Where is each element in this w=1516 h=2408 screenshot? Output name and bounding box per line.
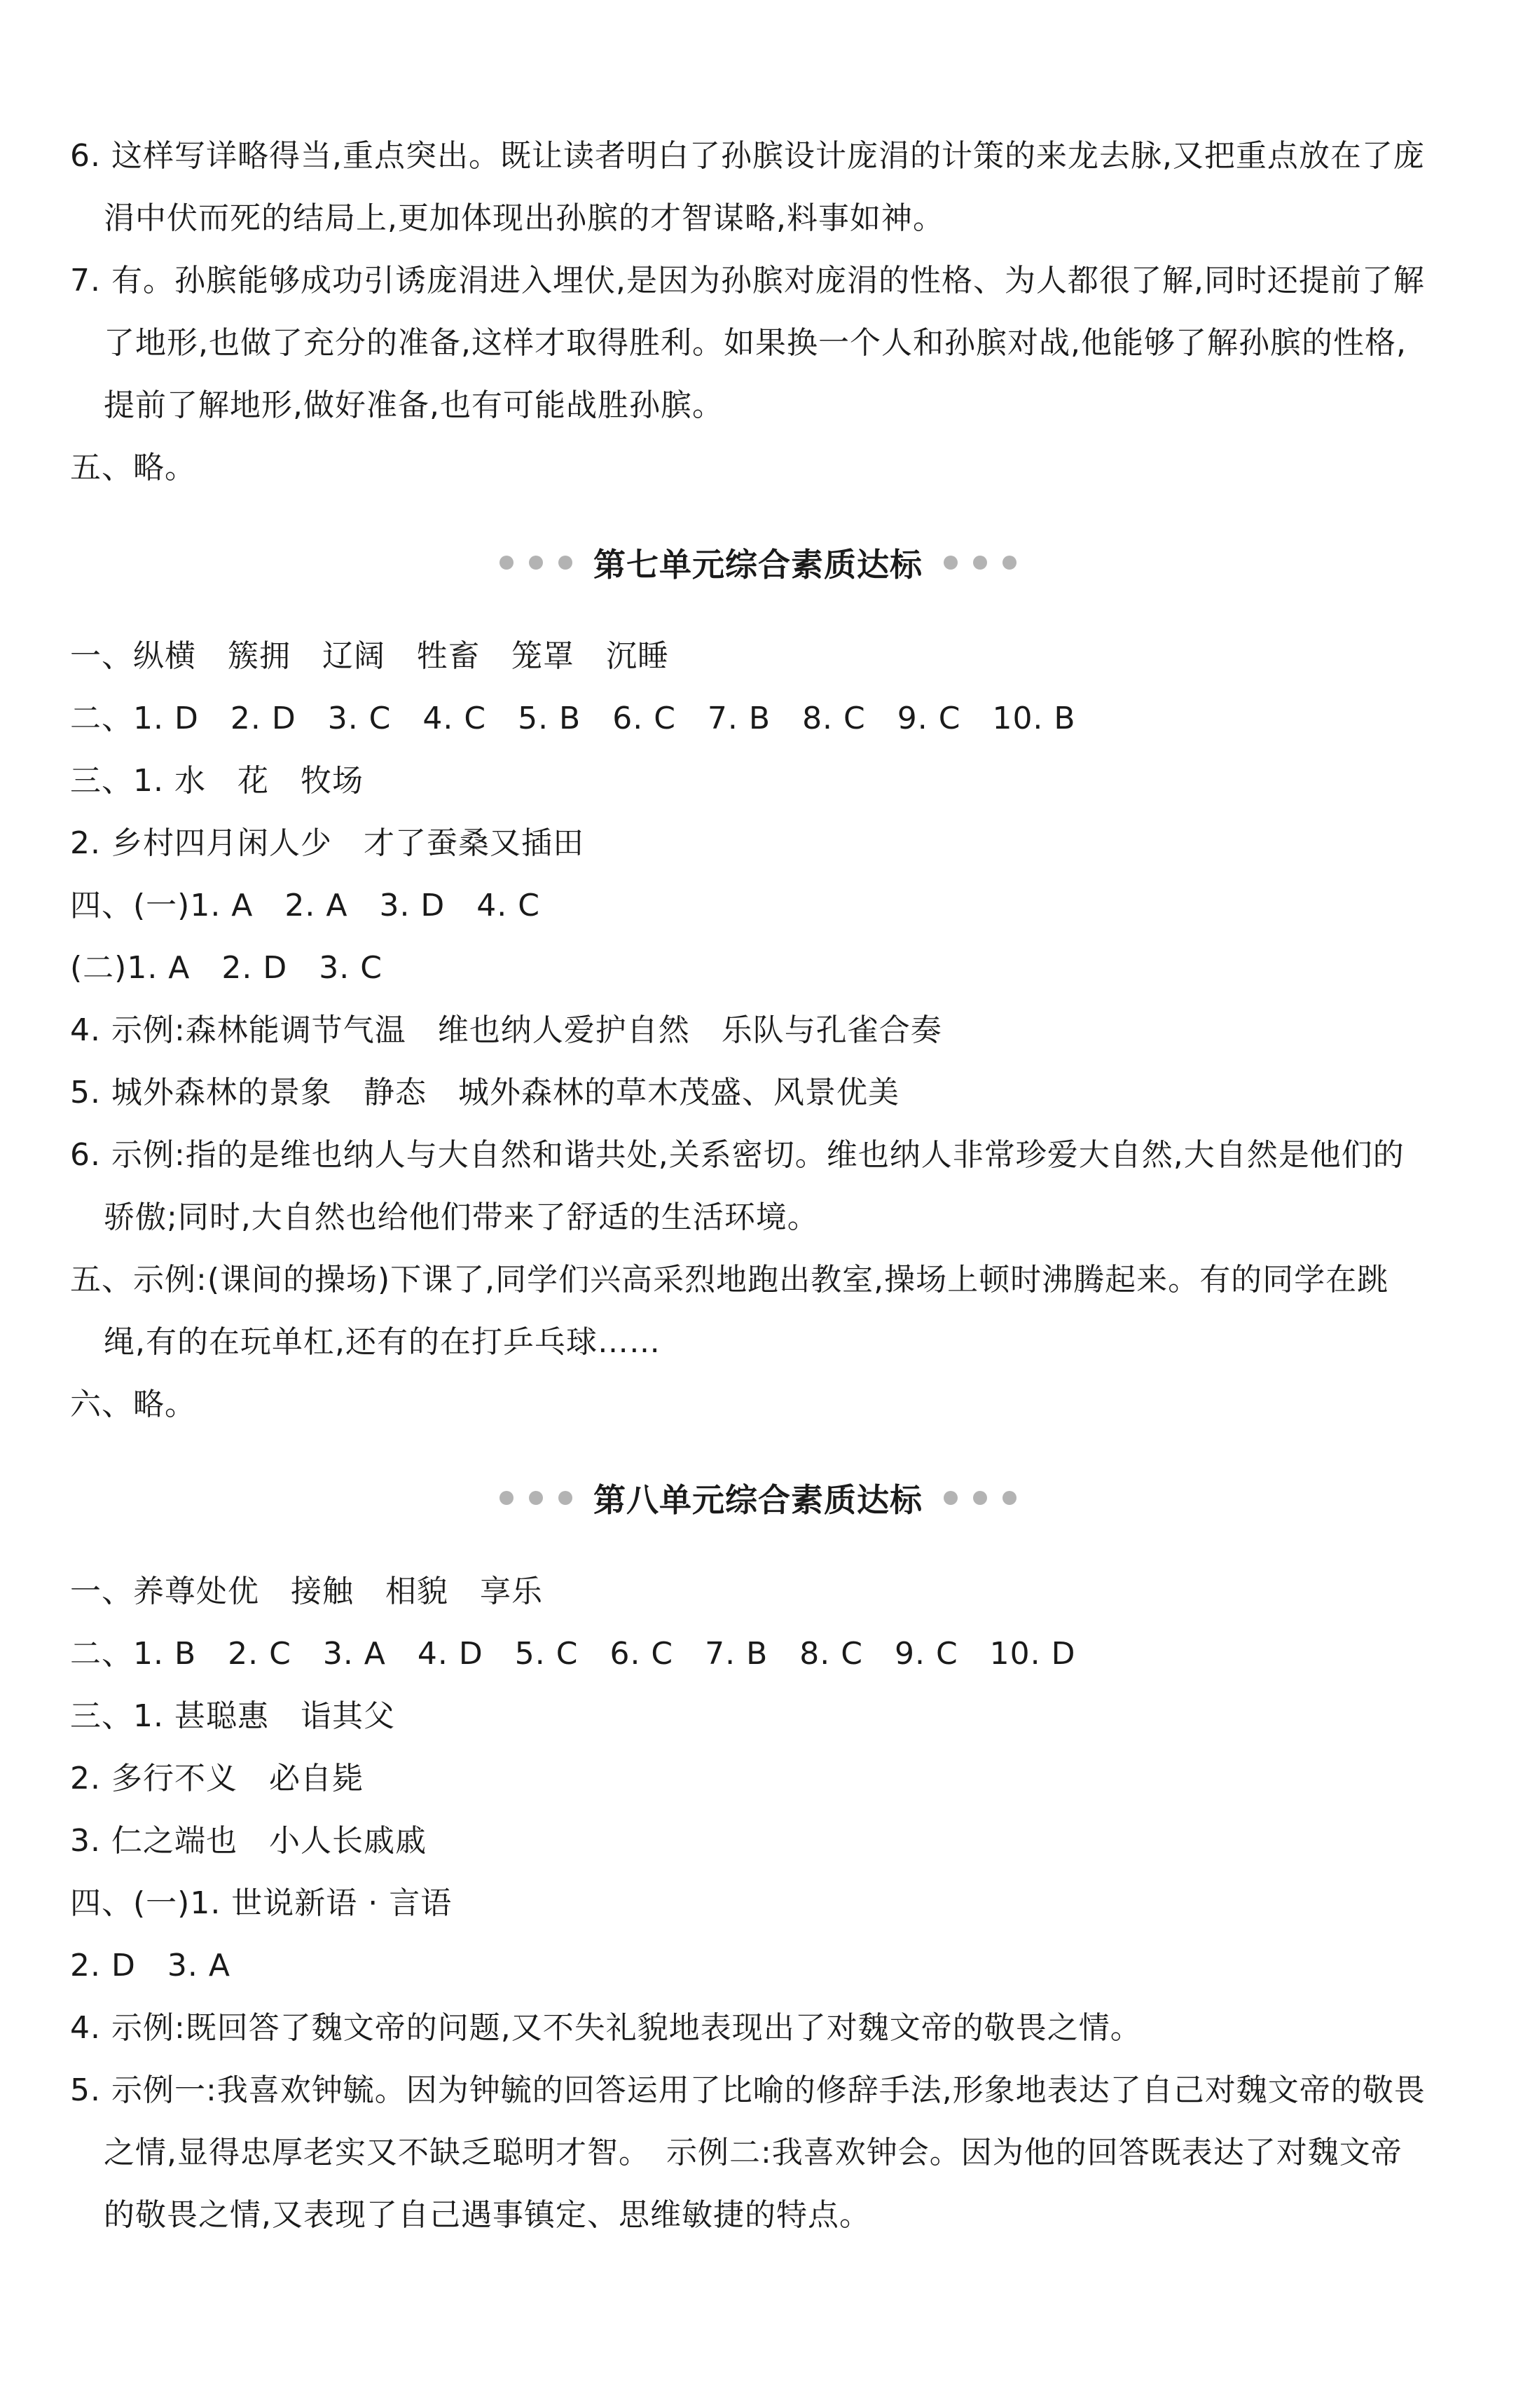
answer-line: 一、养尊处优 接触 相貌 享乐	[70, 1574, 543, 1609]
unit7-section-heading	[0, 538, 1516, 587]
answer-line: 四、(一)1. 世说新语 · 言语	[70, 1885, 453, 1921]
decorative-dots-left	[499, 1491, 572, 1505]
unit7-title: 第七单元综合素质达标	[593, 546, 923, 584]
answer-line: 2. 乡村四月闲人少 才了蚕桑又插田	[70, 825, 584, 861]
answer-line: 6. 这样写详略得当,重点突出。既让读者明白了孙膑设计庞涓的计策的来龙去脉,又把重点放在了庞	[70, 138, 1425, 174]
answer-line: 六、略。	[70, 1387, 196, 1422]
answer-line: 五、略。	[70, 450, 196, 486]
answer-line: 3. 仁之端也 小人长戚戚	[70, 1823, 427, 1859]
answer-line: 一、纵横 簇拥 辽阔 牲畜 笼罩 沉睡	[70, 638, 669, 674]
unit8-title: 第八单元综合素质达标	[593, 1481, 923, 1519]
answer-line: 骄傲;同时,大自然也给他们带来了舒适的生活环境。	[104, 1199, 819, 1235]
answer-line: 三、1. 水 花 牧场	[70, 763, 364, 799]
answer-line: 7. 有。孙膑能够成功引诱庞涓进入埋伏,是因为孙膑对庞涓的性格、为人都很了解,同时还提前了解	[70, 263, 1425, 298]
answer-line: 6. 示例:指的是维也纳人与大自然和谐共处,关系密切。维也纳人非常珍爱大自然,大自然是他们的	[70, 1137, 1405, 1173]
answer-line: 了地形,也做了充分的准备,这样才取得胜利。如果换一个人和孙膑对战,他能够了解孙膑的性格,	[104, 325, 1407, 361]
answer-line: 2. D 3. A	[70, 1948, 230, 1983]
answer-line: 提前了解地形,做好准备,也有可能战胜孙膑。	[104, 387, 724, 423]
answer-line: (二)1. A 2. D 3. C	[70, 950, 383, 986]
answer-line: 之情,显得忠厚老实又不缺乏聪明才智。 示例二:我喜欢钟会。因为他的回答既表达了对魏文帝	[104, 2135, 1403, 2170]
decorative-dots-left	[499, 556, 572, 570]
answer-line: 涓中伏而死的结局上,更加体现出孙膑的才智谋略,料事如神。	[104, 200, 944, 236]
answer-line: 5. 示例一:我喜欢钟毓。因为钟毓的回答运用了比喻的修辞手法,形象地表达了自己对魏文帝的敬畏	[70, 2072, 1426, 2108]
answer-line: 绳,有的在玩单杠,还有的在打乒乓球……	[104, 1324, 661, 1360]
decorative-dots-right	[944, 556, 1017, 570]
answer-line: 三、1. 甚聪惠 诣其父	[70, 1698, 395, 1734]
answer-line: 五、示例:(课间的操场)下课了,同学们兴高采烈地跑出教室,操场上顿时沸腾起来。有的同学在跳	[70, 1262, 1389, 1298]
answer-line: 的敬畏之情,又表现了自己遇事镇定、思维敏捷的特点。	[104, 2197, 871, 2233]
answer-line: 2. 多行不义 必自毙	[70, 1761, 364, 1796]
answer-line: 4. 示例:既回答了魏文帝的问题,又不失礼貌地表现出了对魏文帝的敬畏之情。	[70, 2010, 1142, 2046]
answer-line: 二、1. B 2. C 3. A 4. D 5. C 6. C 7. B 8. C 9. C 10. D	[70, 1636, 1076, 1672]
answer-line: 4. 示例:森林能调节气温 维也纳人爱护自然 乐队与孔雀合奏	[70, 1012, 942, 1048]
decorative-dots-right	[944, 1491, 1017, 1505]
answer-line: 二、1. D 2. D 3. C 4. C 5. B 6. C 7. B 8. C 9. C 10. B	[70, 701, 1076, 736]
unit8-section-heading	[0, 1473, 1516, 1522]
answer-line: 四、(一)1. A 2. A 3. D 4. C	[70, 888, 541, 923]
answer-line: 5. 城外森林的景象 静态 城外森林的草木茂盛、风景优美	[70, 1075, 900, 1110]
